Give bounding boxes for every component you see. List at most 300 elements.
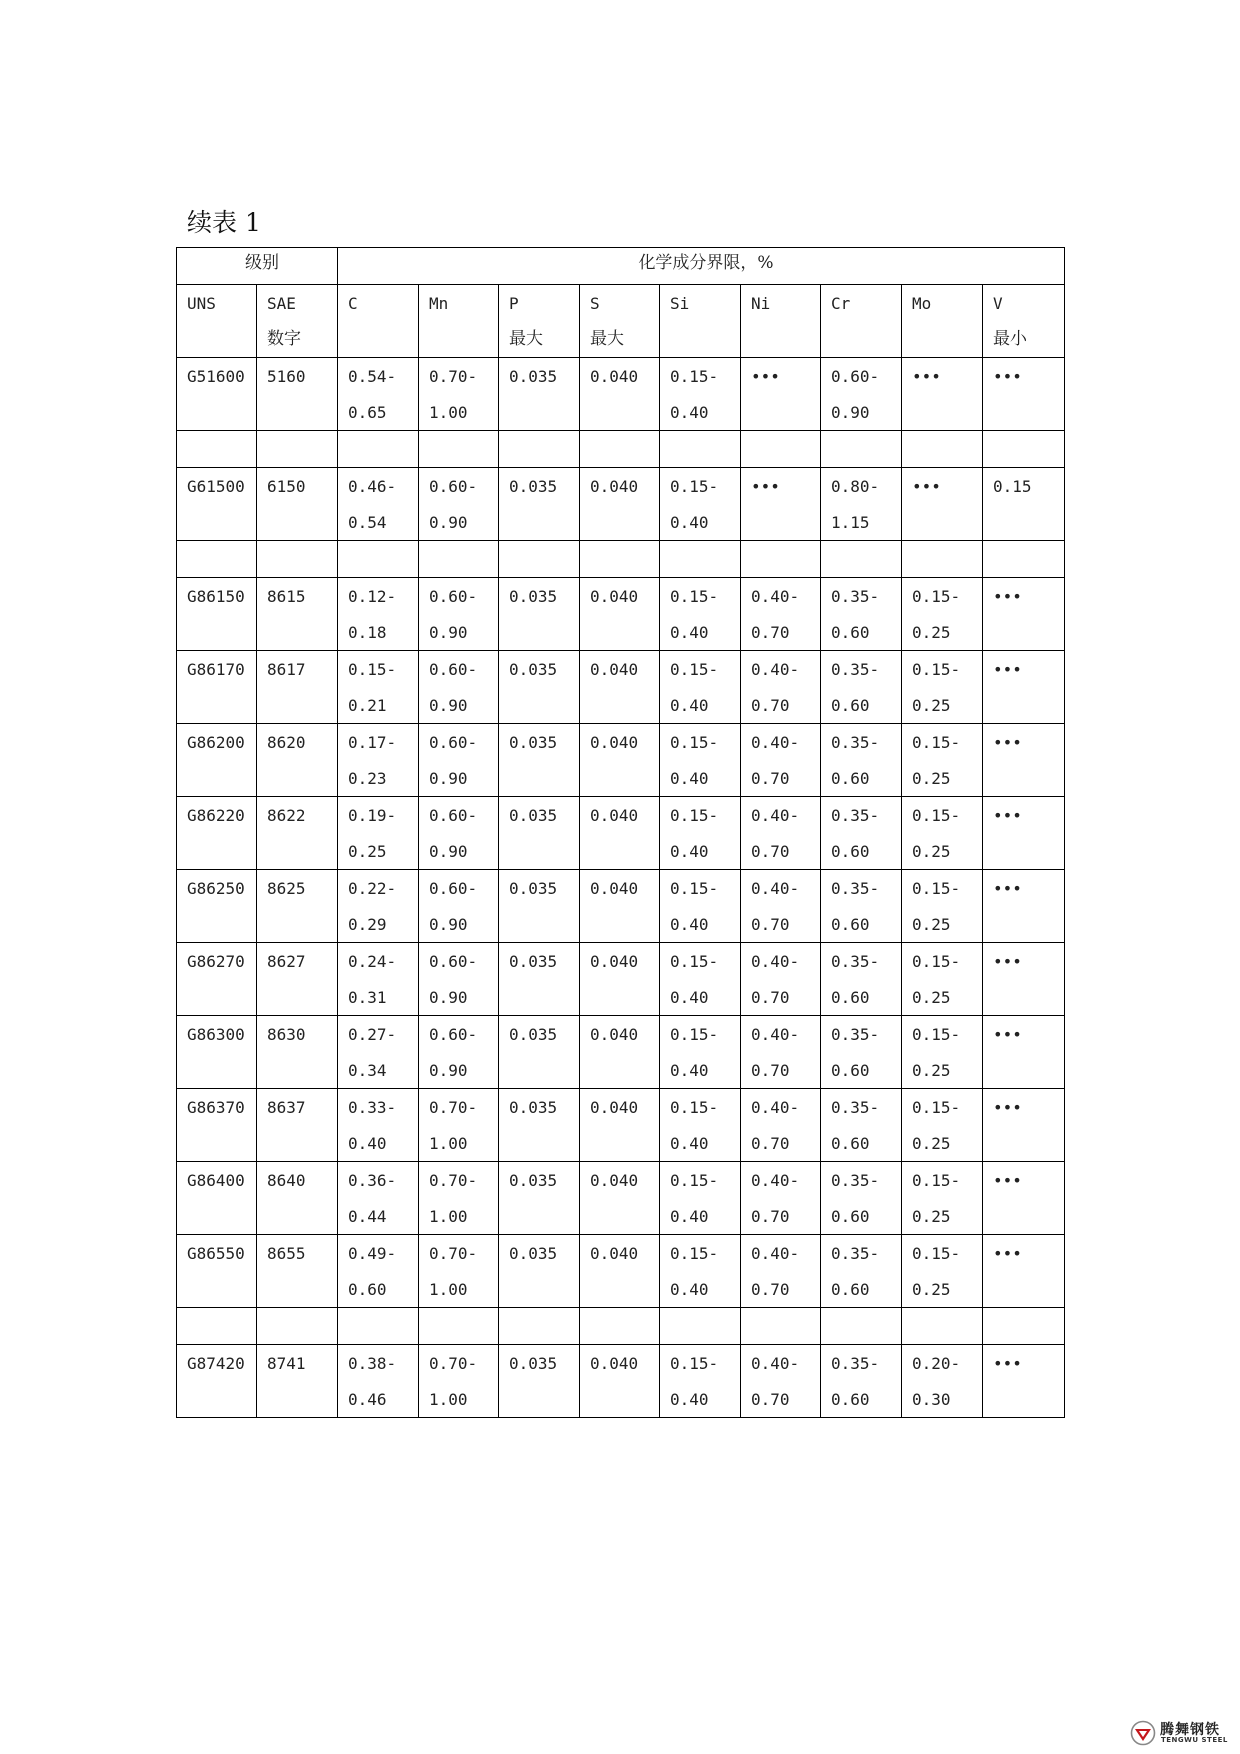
cell-line-upper: 0.040 [590, 1098, 639, 1117]
cell-line-lower [509, 614, 579, 615]
table-cell [821, 468, 902, 541]
table-cell [821, 651, 902, 724]
cell-line-upper: 0.40- [751, 1244, 800, 1263]
cell-line-upper: 0.19- [348, 806, 397, 825]
cell-line-lower [590, 906, 659, 907]
cell-line-lower: 0.40 [670, 769, 709, 788]
table-cell [902, 651, 983, 724]
cell-line-upper: 0.035 [509, 1244, 558, 1263]
cell-line-lower [509, 394, 579, 395]
cell-line-lower [267, 760, 337, 761]
table-cell [499, 943, 580, 1016]
cell-line-upper: ••• [993, 952, 1022, 971]
table-cell [499, 1016, 580, 1089]
cell-line-upper: 0.12- [348, 587, 397, 606]
cell-line-upper: 0.36- [348, 1171, 397, 1190]
cell-line-upper: 0.35- [831, 1171, 880, 1190]
table-cell [660, 578, 741, 651]
table-cell [338, 1345, 419, 1418]
cell-line-lower: 0.70 [751, 769, 790, 788]
cell-line-lower [187, 979, 256, 980]
cell-line-lower: 0.60 [831, 769, 870, 788]
cell-line-upper: 0.70- [429, 1244, 478, 1263]
column-header-line1: UNS [187, 294, 216, 313]
table-cell [902, 358, 983, 431]
cell-line-upper: 8640 [267, 1171, 306, 1190]
table-cell [902, 797, 983, 870]
column-header-line2: 最小 [993, 329, 1027, 349]
cell-line-lower [267, 614, 337, 615]
table-row [177, 1345, 1065, 1418]
cell-line-lower [509, 1271, 579, 1272]
cell-line-upper: ••• [993, 1098, 1022, 1117]
table-cell [902, 1162, 983, 1235]
cell-line-upper: ••• [912, 367, 941, 386]
column-header-line2 [912, 321, 982, 322]
table-cell [660, 541, 741, 578]
cell-line-lower [267, 504, 337, 505]
cell-line-lower [509, 833, 579, 834]
cell-line-lower: 0.31 [348, 988, 387, 1007]
cell-line-lower: 0.60 [831, 1134, 870, 1153]
cell-line-lower [267, 687, 337, 688]
cell-line-upper: 0.15- [912, 660, 961, 679]
cell-line-upper: 0.040 [590, 1171, 639, 1190]
table-cell [741, 1308, 821, 1345]
cell-line-upper: ••• [993, 1171, 1022, 1190]
cell-line-lower: 0.70 [751, 696, 790, 715]
table-cell [177, 1089, 257, 1162]
cell-line-upper: ••• [993, 733, 1022, 752]
column-header-line1: SAE [267, 294, 296, 313]
cell-line-upper: 8622 [267, 806, 306, 825]
table-cell [580, 541, 660, 578]
table-cell [741, 468, 821, 541]
table-cell [821, 724, 902, 797]
cell-line-lower [590, 1381, 659, 1382]
cell-line-upper: G51600 [187, 367, 245, 386]
cell-line-lower: 0.25 [348, 842, 387, 861]
table-cell [660, 1162, 741, 1235]
cell-line-lower [267, 1198, 337, 1199]
cell-line-upper: 0.040 [590, 1354, 639, 1373]
table-cell [902, 1016, 983, 1089]
cell-line-lower: 0.70 [751, 915, 790, 934]
cell-line-upper: 8617 [267, 660, 306, 679]
cell-line-lower [187, 1381, 256, 1382]
cell-line-upper: 0.15- [670, 806, 719, 825]
table-cell [177, 724, 257, 797]
table-cell [983, 870, 1065, 943]
cell-line-lower [509, 1052, 579, 1053]
table-cell [338, 943, 419, 1016]
table-cell [821, 797, 902, 870]
table-cell [419, 541, 499, 578]
cell-line-upper: 0.15- [912, 733, 961, 752]
table-cell [983, 651, 1065, 724]
column-header-line2: 数字 [267, 329, 301, 349]
cell-line-lower: 0.25 [912, 988, 951, 1007]
logo-mark-icon [1130, 1720, 1156, 1746]
cell-line-lower [993, 504, 1064, 505]
table-row [177, 1016, 1065, 1089]
cell-line-upper: 0.35- [831, 587, 880, 606]
cell-line-lower [590, 1198, 659, 1199]
cell-line-upper: 5160 [267, 367, 306, 386]
cell-line-lower [187, 1271, 256, 1272]
cell-line-upper: 0.60- [429, 952, 478, 971]
header-group-row [177, 248, 1065, 285]
table-cell [338, 797, 419, 870]
table-cell [177, 1235, 257, 1308]
table-cell [499, 1162, 580, 1235]
cell-line-upper: 0.60- [429, 733, 478, 752]
table-cell [983, 431, 1065, 468]
column-header-line2 [348, 321, 418, 322]
cell-line-upper: G86250 [187, 879, 245, 898]
table-cell [983, 943, 1065, 1016]
table-cell [499, 870, 580, 943]
column-header [821, 285, 902, 358]
cell-line-upper: 0.15- [670, 1244, 719, 1263]
cell-line-upper: 0.035 [509, 1025, 558, 1044]
cell-line-upper: G86300 [187, 1025, 245, 1044]
cell-line-lower: 0.21 [348, 696, 387, 715]
cell-line-upper: 0.17- [348, 733, 397, 752]
cell-line-lower [187, 1198, 256, 1199]
column-header-line2 [187, 321, 256, 322]
cell-line-upper: 0.35- [831, 1098, 880, 1117]
cell-line-upper: 0.15- [912, 1171, 961, 1190]
cell-line-lower [590, 833, 659, 834]
table-cell [338, 1308, 419, 1345]
table-cell [580, 1089, 660, 1162]
table-cell [580, 1016, 660, 1089]
cell-line-lower: 0.40 [670, 1134, 709, 1153]
cell-line-lower [993, 614, 1064, 615]
table-cell [257, 724, 338, 797]
table-cell [177, 468, 257, 541]
cell-line-upper: 0.15- [670, 1025, 719, 1044]
cell-line-upper: 0.035 [509, 1171, 558, 1190]
table-cell [660, 1016, 741, 1089]
column-header-line1: V [993, 294, 1003, 313]
table-cell [983, 541, 1065, 578]
cell-line-lower [509, 979, 579, 980]
table-row [177, 1162, 1065, 1235]
cell-line-upper: 0.035 [509, 806, 558, 825]
table-cell [338, 1016, 419, 1089]
table-cell [419, 797, 499, 870]
table-cell [821, 431, 902, 468]
column-header [660, 285, 741, 358]
column-header [419, 285, 499, 358]
column-header-line1: S [590, 294, 600, 313]
header-grade: 级别 [177, 248, 338, 285]
table-cell [741, 1016, 821, 1089]
table-cell [419, 431, 499, 468]
table-row-spacer [177, 1308, 1065, 1345]
table-row-spacer [177, 431, 1065, 468]
table-cell [499, 468, 580, 541]
table-cell [419, 358, 499, 431]
cell-line-lower: 0.70 [751, 1134, 790, 1153]
cell-line-lower [509, 906, 579, 907]
table-cell [257, 541, 338, 578]
cell-line-upper: 0.20- [912, 1354, 961, 1373]
cell-line-upper: 0.15- [670, 879, 719, 898]
cell-line-lower [267, 833, 337, 834]
cell-line-lower [267, 1052, 337, 1053]
cell-line-lower [187, 614, 256, 615]
cell-line-upper: 0.040 [590, 1025, 639, 1044]
table-cell [499, 431, 580, 468]
table-cell [257, 651, 338, 724]
table-row [177, 578, 1065, 651]
table-cell [499, 1089, 580, 1162]
cell-line-upper: 0.70- [429, 1171, 478, 1190]
table-row [177, 358, 1065, 431]
table-cell [257, 1016, 338, 1089]
cell-line-lower [993, 760, 1064, 761]
table-row [177, 797, 1065, 870]
cell-line-upper: 0.040 [590, 952, 639, 971]
cell-line-lower [993, 1271, 1064, 1272]
table-cell [660, 797, 741, 870]
cell-line-upper: 0.40- [751, 1098, 800, 1117]
table-cell [983, 468, 1065, 541]
table-cell [419, 1345, 499, 1418]
cell-line-upper: 8637 [267, 1098, 306, 1117]
table-cell [821, 358, 902, 431]
table-cell [177, 1162, 257, 1235]
cell-line-upper: 0.040 [590, 367, 639, 386]
cell-line-lower: 0.40 [670, 403, 709, 422]
table-cell [902, 578, 983, 651]
cell-line-lower: 0.65 [348, 403, 387, 422]
table-cell [821, 1016, 902, 1089]
column-header [177, 285, 257, 358]
table-cell [660, 870, 741, 943]
table-cell [177, 1345, 257, 1418]
table-cell [257, 870, 338, 943]
cell-line-upper: 0.15- [670, 1354, 719, 1373]
table-cell [821, 541, 902, 578]
table-cell [660, 1235, 741, 1308]
header-columns-row [177, 285, 1065, 358]
table-cell [338, 431, 419, 468]
column-header [580, 285, 660, 358]
cell-line-upper: 8741 [267, 1354, 306, 1373]
cell-line-lower: 0.40 [670, 1390, 709, 1409]
table-cell [821, 1308, 902, 1345]
table-cell [983, 1345, 1065, 1418]
cell-line-upper: 0.15- [912, 1244, 961, 1263]
table-row [177, 943, 1065, 1016]
cell-line-upper: G86370 [187, 1098, 245, 1117]
cell-line-lower: 0.90 [831, 403, 870, 422]
cell-line-lower: 1.00 [429, 1134, 468, 1153]
cell-line-upper: 0.60- [429, 587, 478, 606]
cell-line-upper: 0.27- [348, 1025, 397, 1044]
cell-line-upper: 0.54- [348, 367, 397, 386]
table-cell [821, 1235, 902, 1308]
cell-line-lower [267, 1381, 337, 1382]
cell-line-lower: 0.25 [912, 696, 951, 715]
table-cell [580, 870, 660, 943]
cell-line-lower: 0.60 [831, 1280, 870, 1299]
table-cell [177, 943, 257, 1016]
cell-line-lower [993, 1125, 1064, 1126]
table-cell [983, 797, 1065, 870]
cell-line-lower: 0.40 [670, 988, 709, 1007]
cell-line-upper: 0.46- [348, 477, 397, 496]
cell-line-lower: 0.70 [751, 1280, 790, 1299]
table-cell [257, 431, 338, 468]
cell-line-upper: 0.15- [912, 1098, 961, 1117]
cell-line-upper: 0.40- [751, 1025, 800, 1044]
table-cell [338, 724, 419, 797]
table-cell [660, 431, 741, 468]
cell-line-lower: 0.60 [348, 1280, 387, 1299]
cell-line-upper: ••• [993, 806, 1022, 825]
cell-line-upper: G86170 [187, 660, 245, 679]
cell-line-upper: 0.15- [912, 879, 961, 898]
cell-line-upper: 0.24- [348, 952, 397, 971]
cell-line-lower: 0.70 [751, 1390, 790, 1409]
cell-line-upper: 0.35- [831, 660, 880, 679]
table-cell [983, 1308, 1065, 1345]
cell-line-upper: G87420 [187, 1354, 245, 1373]
cell-line-lower: 0.40 [348, 1134, 387, 1153]
cell-line-lower: 0.40 [670, 915, 709, 934]
cell-line-lower: 0.90 [429, 623, 468, 642]
table-cell [177, 797, 257, 870]
cell-line-upper: 0.40- [751, 1171, 800, 1190]
cell-line-lower [267, 906, 337, 907]
cell-line-lower: 0.40 [670, 1061, 709, 1080]
cell-line-upper: G86550 [187, 1244, 245, 1263]
cell-line-lower [267, 1271, 337, 1272]
cell-line-upper: 6150 [267, 477, 306, 496]
cell-line-lower: 0.60 [831, 696, 870, 715]
cell-line-lower: 0.34 [348, 1061, 387, 1080]
cell-line-lower [187, 504, 256, 505]
table-cell [741, 1345, 821, 1418]
table-cell [660, 1308, 741, 1345]
cell-line-lower: 0.25 [912, 1280, 951, 1299]
cell-line-upper: 0.15- [670, 1171, 719, 1190]
cell-line-lower: 0.70 [751, 988, 790, 1007]
table-cell [419, 468, 499, 541]
table-cell [660, 943, 741, 1016]
column-header-line1: Mn [429, 294, 449, 313]
cell-line-lower [509, 1125, 579, 1126]
table-cell [257, 1089, 338, 1162]
cell-line-upper: 0.035 [509, 367, 558, 386]
column-header-line1: Si [670, 294, 690, 313]
cell-line-lower: 0.60 [831, 623, 870, 642]
cell-line-upper: 0.35- [831, 733, 880, 752]
table-cell [419, 1089, 499, 1162]
cell-line-lower: 0.25 [912, 1134, 951, 1153]
table-cell [177, 870, 257, 943]
cell-line-lower [912, 394, 982, 395]
cell-line-upper: ••• [993, 1025, 1022, 1044]
cell-line-upper: 0.035 [509, 1098, 558, 1117]
table-row [177, 870, 1065, 943]
cell-line-lower [267, 394, 337, 395]
cell-line-upper: 0.15- [912, 587, 961, 606]
cell-line-lower: 0.60 [831, 988, 870, 1007]
cell-line-lower [509, 687, 579, 688]
table-row-spacer [177, 541, 1065, 578]
table-cell [338, 1089, 419, 1162]
cell-line-upper: ••• [751, 477, 780, 496]
cell-line-lower [590, 504, 659, 505]
cell-line-upper: 0.15- [912, 1025, 961, 1044]
table-cell [741, 1235, 821, 1308]
cell-line-upper: 0.035 [509, 587, 558, 606]
cell-line-lower [590, 394, 659, 395]
table-cell [902, 1235, 983, 1308]
cell-line-lower: 1.00 [429, 1280, 468, 1299]
cell-line-lower [509, 504, 579, 505]
table-cell [177, 1016, 257, 1089]
cell-line-lower [912, 504, 982, 505]
cell-line-lower: 0.40 [670, 696, 709, 715]
column-header-line1: Mo [912, 294, 932, 313]
table-cell [902, 724, 983, 797]
table-cell [338, 468, 419, 541]
cell-line-upper: 0.60- [429, 477, 478, 496]
table-cell [741, 1089, 821, 1162]
table-cell [902, 541, 983, 578]
table-cell [741, 651, 821, 724]
table-cell [821, 1345, 902, 1418]
table-cell [983, 724, 1065, 797]
cell-line-upper: 0.40- [751, 733, 800, 752]
cell-line-lower [751, 504, 820, 505]
cell-line-upper: 8625 [267, 879, 306, 898]
cell-line-lower [187, 1125, 256, 1126]
table-cell [580, 468, 660, 541]
table-cell [580, 431, 660, 468]
table-cell [499, 1345, 580, 1418]
column-header [499, 285, 580, 358]
cell-line-upper: 0.35- [831, 952, 880, 971]
table-cell [660, 724, 741, 797]
cell-line-lower: 0.90 [429, 696, 468, 715]
cell-line-lower: 0.60 [831, 915, 870, 934]
cell-line-upper: 0.035 [509, 952, 558, 971]
cell-line-lower [590, 1052, 659, 1053]
column-header-line2 [429, 321, 498, 322]
cell-line-upper: 0.40- [751, 587, 800, 606]
table-row [177, 1089, 1065, 1162]
column-header [902, 285, 983, 358]
cell-line-lower [590, 979, 659, 980]
cell-line-lower: 0.44 [348, 1207, 387, 1226]
table-cell [741, 431, 821, 468]
cell-line-lower: 1.00 [429, 1390, 468, 1409]
table-row [177, 468, 1065, 541]
cell-line-lower: 0.25 [912, 1207, 951, 1226]
cell-line-lower: 0.60 [831, 1390, 870, 1409]
cell-line-upper: G86200 [187, 733, 245, 752]
cell-line-upper: 0.035 [509, 879, 558, 898]
cell-line-lower [187, 394, 256, 395]
